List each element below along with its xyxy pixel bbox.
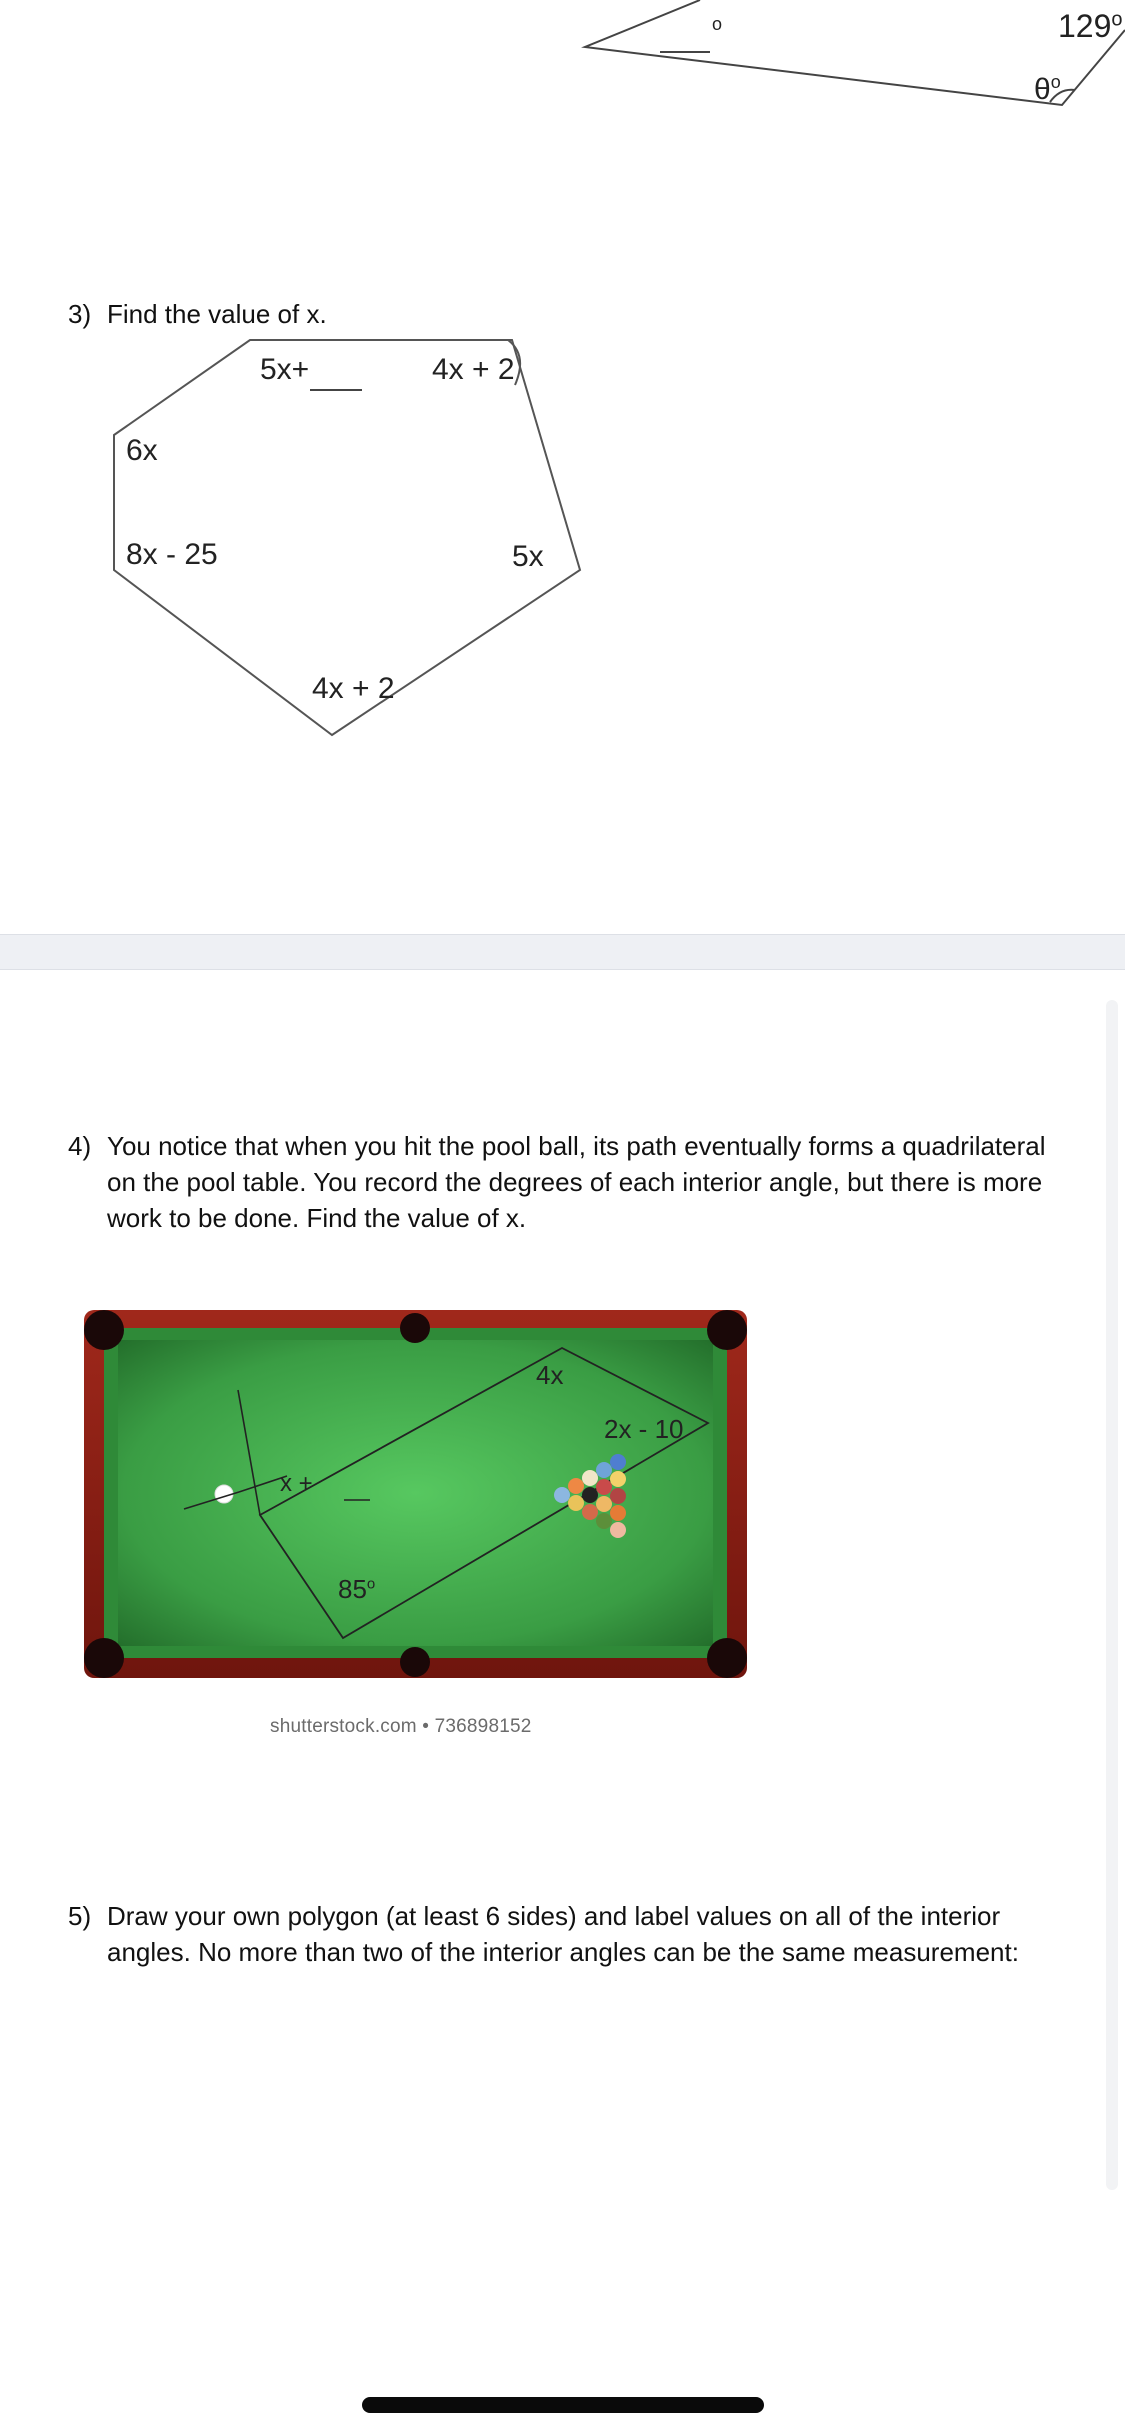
blank-degree-mark: o	[712, 14, 723, 34]
pool-angle-left-label: x +	[280, 1470, 313, 1497]
home-indicator[interactable]	[362, 2397, 764, 2413]
angle-top-left-label: 5x+	[260, 353, 310, 386]
top-quadrilateral-diagram	[0, 0, 1125, 120]
angle-top-right-label: 4x + 2	[432, 353, 515, 386]
angle-129-label: 129$^o$	[1058, 8, 1123, 44]
question-5-prompt: Draw your own polygon (at least 6 sides) and label values on all of the interior angles. No more than two of the interior angles can be the same measurement:	[107, 1901, 1019, 1967]
question-3-prompt: Find the value of x.	[107, 299, 327, 329]
theta-angle-label: $\theta^o$	[1034, 72, 1061, 106]
pool-table-image	[84, 1310, 747, 1678]
angle-left-upper-label: 6x	[126, 434, 158, 467]
question-5-number: 5)	[68, 1901, 92, 1931]
question-3-number: 3)	[68, 299, 92, 329]
angle-right-label: 5x	[512, 540, 544, 573]
angle-bottom-label: 4x + 2	[312, 672, 395, 705]
image-watermark: shutterstock.com • 736898152	[270, 1716, 532, 1737]
question-4-prompt: You notice that when you hit the pool ball, its path eventually forms a quadrilateral on the pool table. You record the degrees of each interior angle, but there is more work to be done. Find the value of x.	[107, 1131, 1046, 1233]
pool-angle-top-label: 4x	[536, 1360, 564, 1390]
pool-angle-bottom-label: 85$^o$	[338, 1574, 376, 1604]
angle-left-lower-label: 8x - 25	[126, 538, 218, 571]
question-4-number: 4)	[68, 1131, 92, 1161]
page-divider	[0, 934, 1125, 970]
pool-angle-right-label: 2x - 10	[604, 1414, 684, 1444]
pool-table-illustration	[84, 1310, 747, 1678]
top-figure	[0, 0, 1125, 120]
scrollbar[interactable]	[1106, 1000, 1118, 2190]
